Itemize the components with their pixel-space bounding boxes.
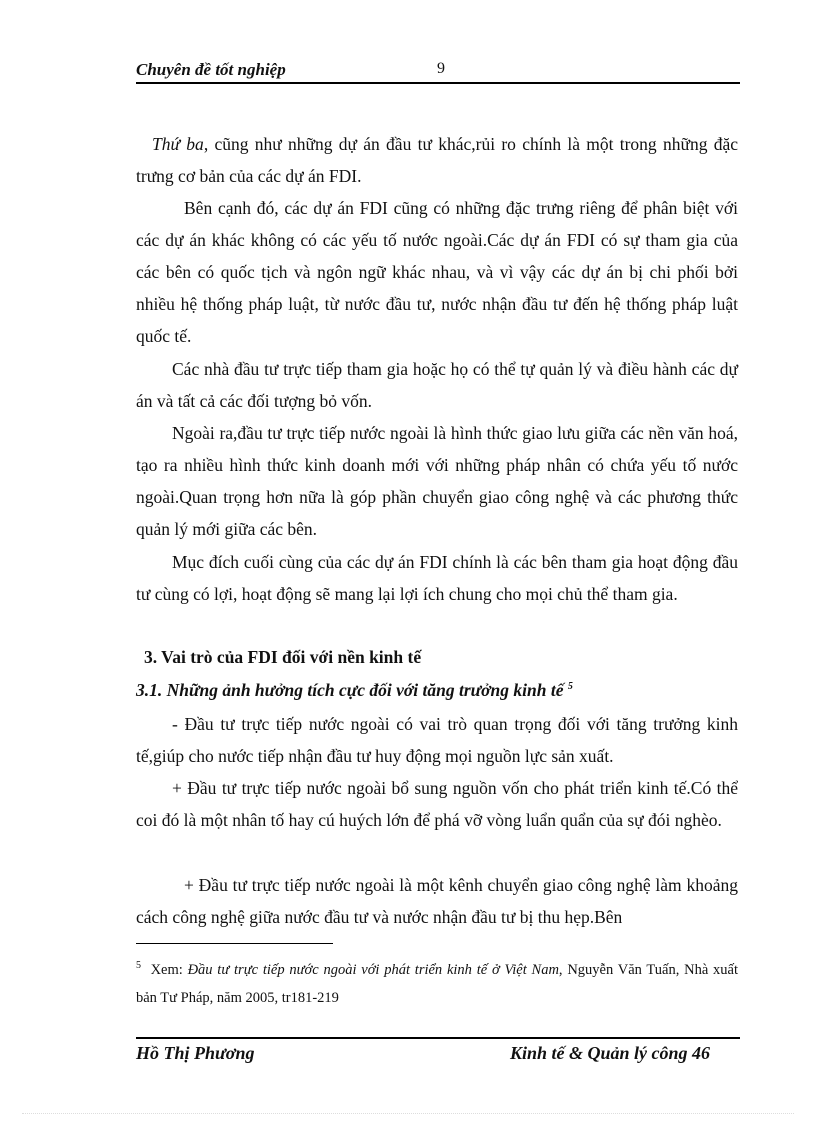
paragraph-1-text: , cũng như những dự án đầu tư khác,rủi ro chính là một trong những đặc trưng cơ bản của các dự án FDI. [136, 134, 738, 186]
footer-rule [136, 1037, 740, 1039]
footer-class: Kinh tế & Quản lý công 46 [510, 1043, 711, 1063]
page-number: 9 [437, 60, 445, 77]
footnote-ref: 5 [567, 681, 573, 693]
section-heading-3-1-text: 3.1. Những ảnh hưởng tích cực đối với tăng trưởng kinh tế [136, 680, 564, 700]
paragraph-6: - Đầu tư trực tiếp nước ngoài có vai trò quan trọng đối với tăng trưởng kinh tế,giúp cho nước tiếp nhận đầu tư huy động mọi nguồn lực sản xuất. [136, 714, 738, 766]
paragraph-2: Bên cạnh đó, các dự án FDI cũng có những đặc trưng riêng để phân biệt với các dự án khác không có các yếu tố nước ngoài.Các dự án FDI có sự tham gia của các bên có quốc tịch và ngôn ngữ khác nhau, và vì vậy các dự án bị chi phối bởi nhiều hệ thống pháp luật, từ nước đầu tư, nước nhận đầu tư đến hệ thống pháp luật quốc tế. [136, 198, 738, 346]
footnote-rest: , Nguyễn Văn Tuấn, Nhà xuất bản Tư Pháp, năm 2005, tr181-219 [136, 961, 739, 1006]
header-title: Chuyên đề tốt nghiệp [136, 60, 286, 79]
footnote-prefix: Xem: [150, 961, 188, 978]
header-rule [136, 82, 740, 84]
paragraph-1-italic: Thứ ba [152, 134, 204, 154]
paragraph-7: + Đầu tư trực tiếp nước ngoài bổ sung nguồn vốn cho phát triển kinh tế.Có thể coi đó là một nhân tố hay cú huých lớn để phá vỡ vòng luẩn quẩn của sự đói nghèo. [136, 778, 738, 830]
footnote-rule [136, 943, 333, 944]
footer-author: Hồ Thị Phương [136, 1043, 255, 1063]
paragraph-3: Các nhà đầu tư trực tiếp tham gia hoặc họ có thể tự quản lý và điều hành các dự án và tất cả các đối tượng bỏ vốn. [136, 359, 738, 411]
paragraph-5: Mục đích cuối cùng của các dự án FDI chính là các bên tham gia hoạt động đầu tư cùng có lợi, hoạt động sẽ mang lại lợi ích chung cho mọi chủ thể tham gia. [136, 552, 738, 604]
footnote-title: Đầu tư trực tiếp nước ngoài với phát triển kinh tế ở Việt Nam [187, 961, 559, 978]
section-heading-3: 3. Vai trò của FDI đối với nền kinh tế [144, 647, 422, 667]
footnote-number: 5 [136, 960, 141, 971]
paragraph-8: + Đầu tư trực tiếp nước ngoài là một kênh chuyển giao công nghệ làm khoảng cách công nghệ giữa nước đầu tư và nước nhận đầu tư bị thu hẹp.Bên [136, 875, 738, 927]
paragraph-4: Ngoài ra,đầu tư trực tiếp nước ngoài là hình thức giao lưu giữa các nền văn hoá, tạo ra nhiều hình thức kinh doanh mới với những pháp nhân có chứa yếu tố nước ngoài.Quan trọng hơn nữa là góp phần chuyển giao công nghệ và các phương thức quản lý mới giữa các bên. [136, 423, 738, 539]
section-heading-3-1 [136, 680, 573, 701]
footnote [136, 952, 738, 1012]
paragraph-1 [136, 128, 738, 192]
page-bottom-edge [22, 1113, 794, 1114]
